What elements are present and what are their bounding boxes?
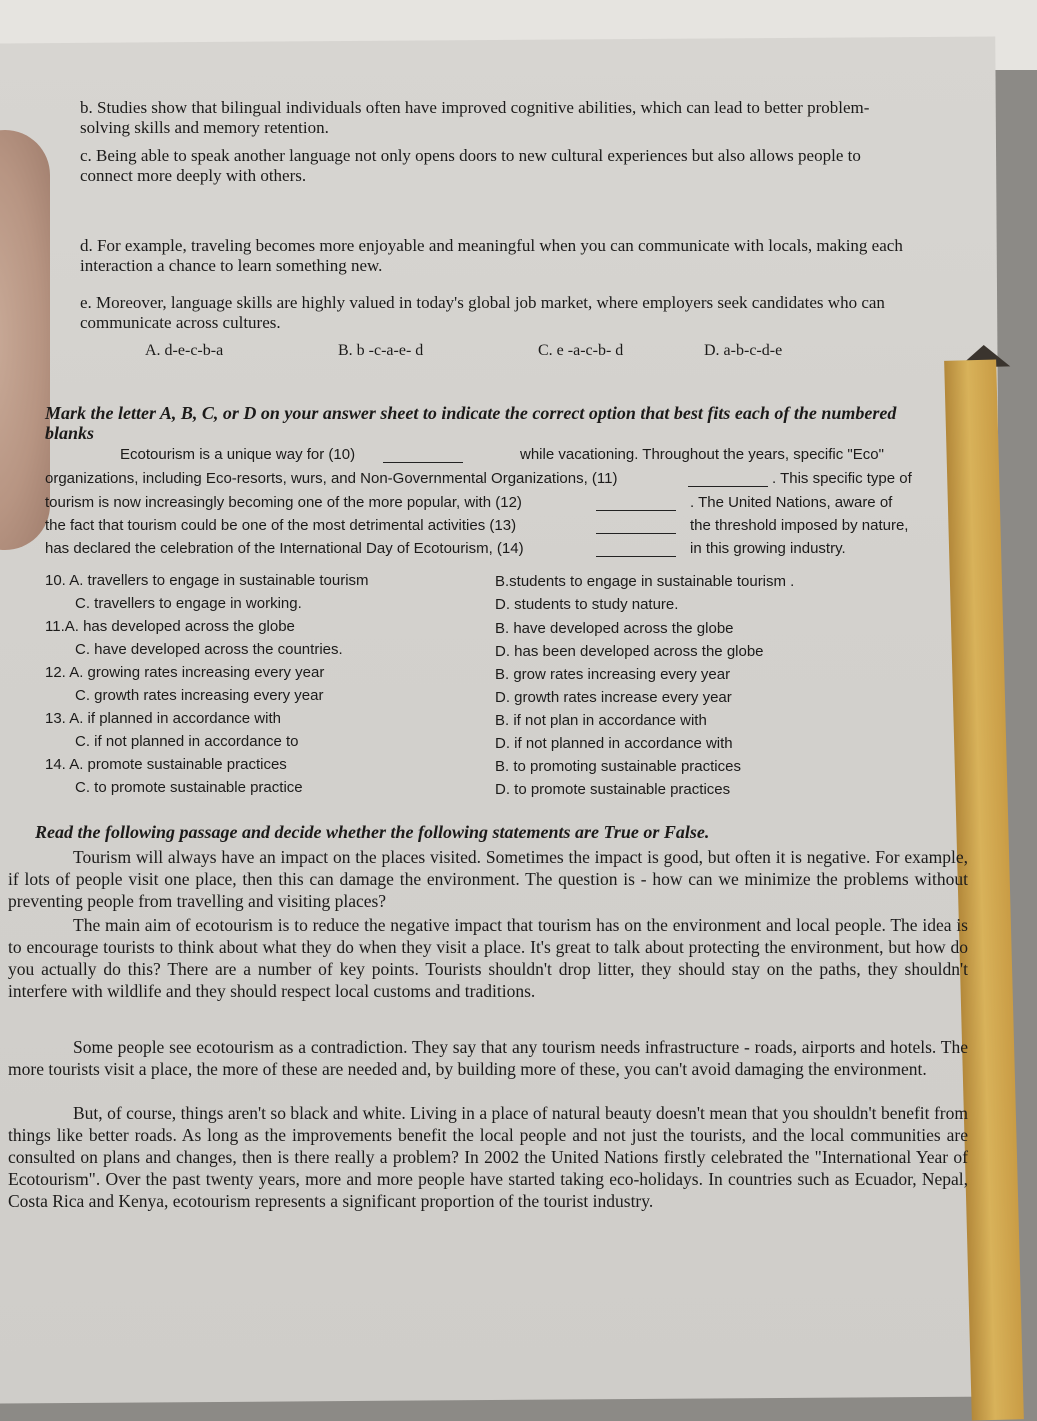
answer-10-right-2: D. students to study nature. xyxy=(495,596,679,613)
answer-13-left-2: C. if not planned in accordance to xyxy=(75,733,299,750)
answer-10-right: B.students to engage in sustainable tourism . xyxy=(495,573,795,590)
ordering-item-e: e. Moreover, language skills are highly valued in today's global job market, where employers seek candidates who can communicate across cultures. xyxy=(80,293,885,332)
answer-10-left: 10. A. travellers to engage in sustainable tourism xyxy=(45,572,369,589)
ordering-option-d: D. a-b-c-d-e xyxy=(704,342,783,359)
passage-paragraph-4: But, of course, things aren't so black and white. Living in a place of natural beauty doesn't mean that you shouldn't benefit from things like better roads. As long as the improvements benefit the local people and not just the tourists, and the local communities are consulted on plans and changes, then is there really a problem? In 2002 the United Nations firstly celebrated the "International Year of Ecotourism". Over the past twenty years, more and more people have started taking eco-holidays. In countries such as Ecuador, Nepal, Costa Rica and Kenya, ecotourism represents a significant proportion of the tourist industry. xyxy=(8,1103,968,1211)
cloze-line-3b: . The United Nations, aware of xyxy=(690,494,893,511)
reading-instruction: Read the following passage and decide whether the following statements are True or False. xyxy=(35,822,710,842)
answer-12-right-2: D. growth rates increase every year xyxy=(495,689,732,706)
answer-12-left-2: C. growth rates increasing every year xyxy=(75,687,324,704)
cloze-line-2a: organizations, including Eco-resorts, wurs, and Non-Governmental Organizations, (11) xyxy=(45,470,618,487)
blank-12[interactable] xyxy=(596,510,676,511)
ordering-option-a: A. d-e-c-b-a xyxy=(145,342,224,359)
answer-10-left-2: C. travellers to engage in working. xyxy=(75,595,302,612)
answer-14-left: 14. A. promote sustainable practices xyxy=(45,756,287,773)
answer-11-right-2: D. has been developed across the globe xyxy=(495,643,764,660)
cloze-line-5b: in this growing industry. xyxy=(690,540,846,557)
answer-13-left: 13. A. if planned in accordance with xyxy=(45,710,281,727)
blank-14[interactable] xyxy=(596,556,676,557)
answer-12-left: 12. A. growing rates increasing every year xyxy=(45,664,325,681)
cloze-line-3a: tourism is now increasingly becoming one of the more popular, with (12) xyxy=(45,494,522,511)
ordering-item-d: d. For example, traveling becomes more enjoyable and meaningful when you can communicate with locals, making each interaction a chance to learn something new. xyxy=(80,236,903,275)
answer-11-left: 11.A. has developed across the globe xyxy=(45,618,295,635)
ordering-option-c: C. e -a-c-b- d xyxy=(538,342,624,359)
blank-11[interactable] xyxy=(688,486,768,487)
answer-11-right: B. have developed across the globe xyxy=(495,620,734,637)
cloze-instruction: Mark the letter A, B, C, or D on your answer sheet to indicate the correct option that best fits each of the numbered blanks xyxy=(45,403,897,443)
blank-13[interactable] xyxy=(596,533,676,534)
passage-paragraph-2: The main aim of ecotourism is to reduce the negative impact that tourism has on the environment and local people. The idea is to encourage tourists to think about what they do when they visit a place. It's great to talk about protecting the environment, but how do you actually do this? There are a number of key points. Tourists shouldn't drop litter, they should stay on the paths, they shouldn't interfere with wildlife and they should respect local customs and traditions. xyxy=(8,915,968,1001)
answer-12-right: B. grow rates increasing every year xyxy=(495,666,731,683)
answer-14-left-2: C. to promote sustainable practice xyxy=(75,779,303,796)
ordering-item-c: c. Being able to speak another language not only opens doors to new cultural experiences but also allows people to connect more deeply with others. xyxy=(80,146,861,185)
answer-13-right: B. if not plan in accordance with xyxy=(495,712,707,729)
cloze-line-5a: has declared the celebration of the International Day of Ecotourism, (14) xyxy=(45,540,524,557)
answer-14-right: B. to promoting sustainable practices xyxy=(495,758,741,775)
cloze-line-1a: Ecotourism is a unique way for (10) xyxy=(120,446,356,463)
cloze-line-4a: the fact that tourism could be one of the most detrimental activities (13) xyxy=(45,517,517,534)
passage-paragraph-3: Some people see ecotourism as a contradiction. They say that any tourism needs infrastructure - roads, airports and hotels. The more tourists visit a place, the more of these are needed and, by building more of these, you can't avoid damaging the environment. xyxy=(8,1037,968,1079)
cloze-line-4b: the threshold imposed by nature, xyxy=(690,517,909,534)
cloze-line-1b: while vacationing. Throughout the years, specific "Eco" xyxy=(520,446,884,463)
cloze-line-2b: . This specific type of xyxy=(772,470,912,487)
ordering-option-b: B. b -c-a-e- d xyxy=(338,342,424,359)
answer-14-right-2: D. to promote sustainable practices xyxy=(495,781,731,798)
answer-13-right-2: D. if not planned in accordance with xyxy=(495,735,733,752)
ordering-item-b: b. Studies show that bilingual individuals often have improved cognitive abilities, which can lead to better problem-solving skills and memory retention. xyxy=(80,98,870,137)
answer-11-left-2: C. have developed across the countries. xyxy=(75,641,343,658)
passage-paragraph-1: Tourism will always have an impact on the places visited. Sometimes the impact is good, but often it is negative. For example, if lots of people visit one place, then this can damage the environment. The question is - how can we minimize the problems without preventing people from travelling and visiting places? xyxy=(8,847,968,911)
blank-10[interactable] xyxy=(383,462,463,463)
